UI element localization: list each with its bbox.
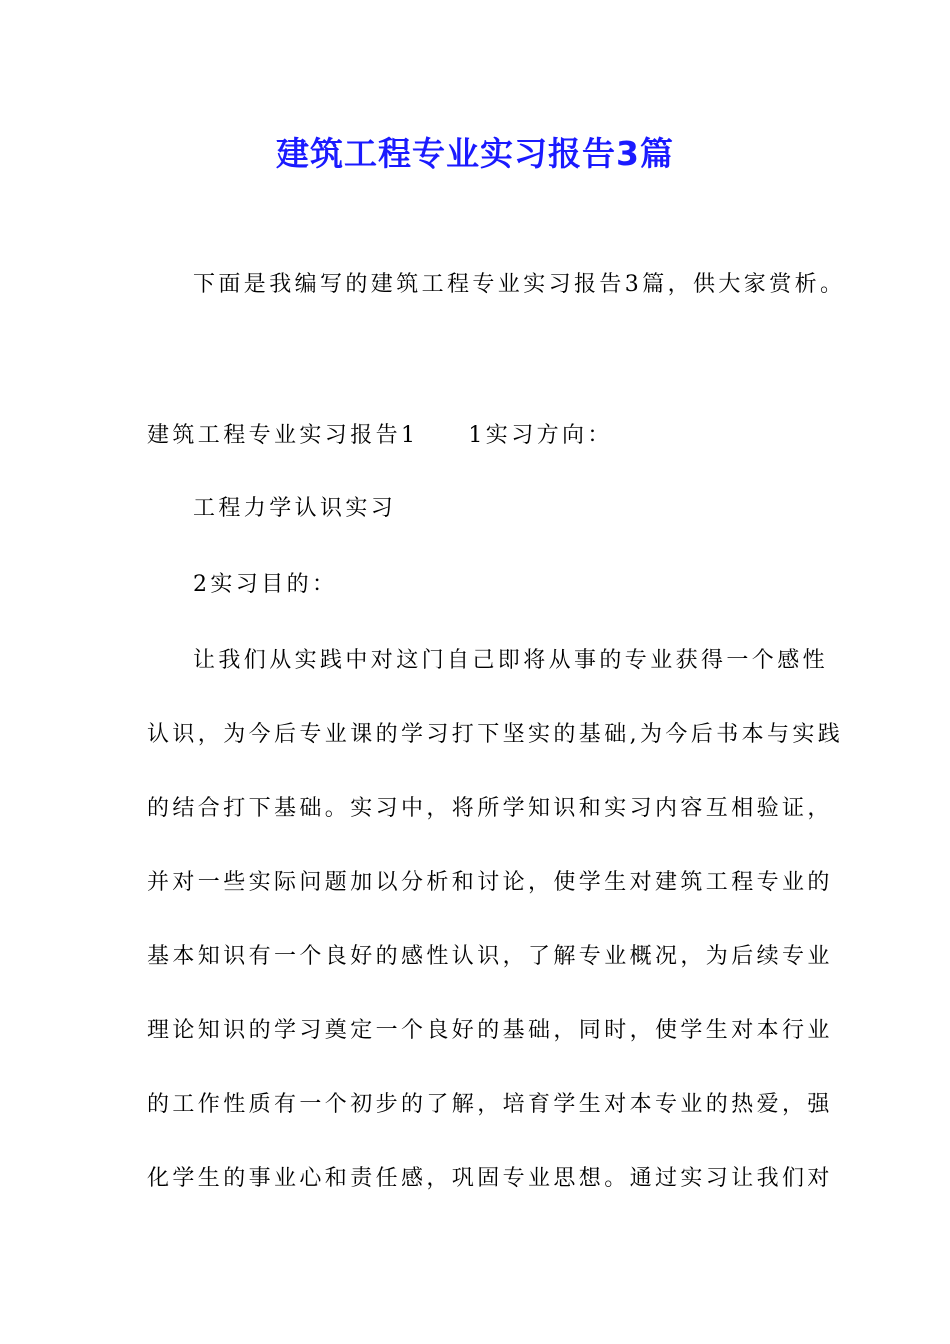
section-heading-line [147, 421, 807, 451]
item2-label: 2实习目的： [193, 572, 338, 597]
body-line: 认识，为今后专业课的学习打下坚实的基础,为今后书本与实践 [147, 722, 844, 747]
document-title: 建筑工程专业实习报告3篇 [276, 134, 674, 173]
section-heading: 建筑工程专业实习报告1 [147, 423, 419, 448]
item1-content: 工程力学认识实习 [193, 496, 397, 521]
body-line: 理论知识的学习奠定一个良好的基础，同时，使学生对本行业 [147, 1018, 833, 1043]
body-line: 的结合打下基础。实习中，将所学知识和实习内容互相验证， [147, 796, 833, 821]
body-line: 并对一些实际问题加以分析和讨论，使学生对建筑工程专业的 [147, 870, 833, 895]
body-line: 化学生的事业心和责任感，巩固专业思想。通过实习让我们对 [147, 1166, 833, 1191]
item1-label: 1实习方向： [468, 423, 613, 448]
body-line: 让我们从实践中对这门自己即将从事的专业获得一个感性 [193, 648, 829, 673]
body-line: 的工作性质有一个初步的了解，培育学生对本专业的热爱，强 [147, 1092, 833, 1117]
intro-paragraph: 下面是我编写的建筑工程专业实习报告3篇，供大家赏析。 [193, 272, 846, 297]
body-line: 基本知识有一个良好的感性认识，了解专业概况，为后续专业 [147, 944, 833, 969]
